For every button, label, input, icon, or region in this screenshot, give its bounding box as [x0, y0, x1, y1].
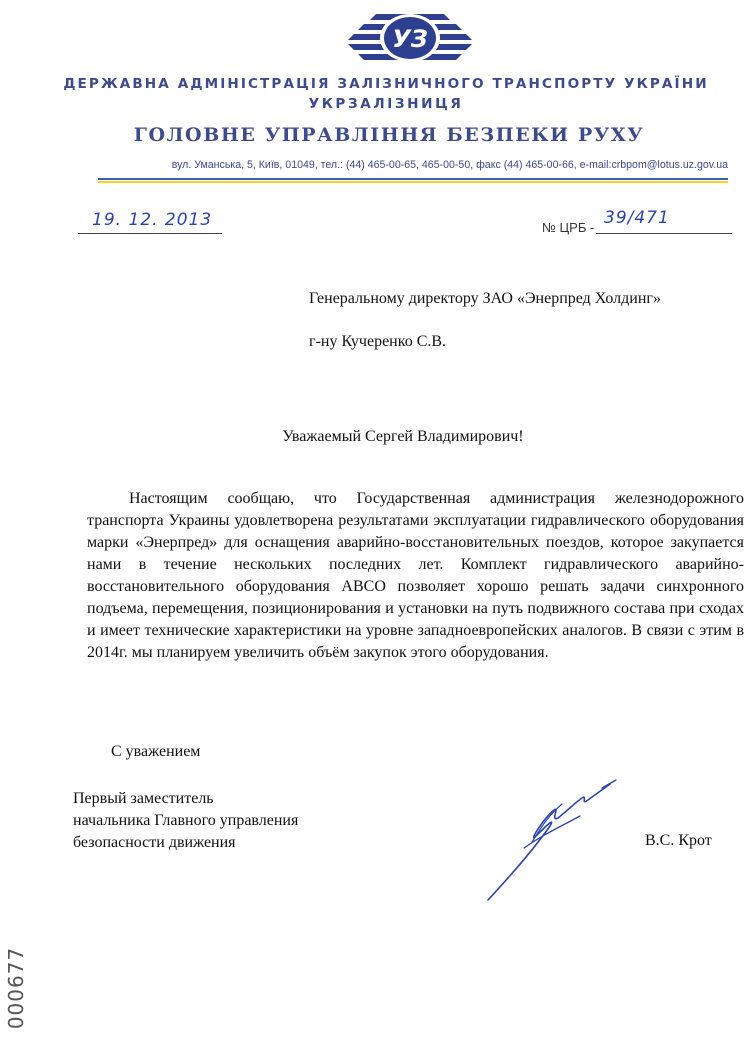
org-name-line1: ДЕРЖАВНА АДМІНІСТРАЦІЯ ЗАЛІЗНИЧНОГО ТРАНСПОРТУ УКРАЇНИ: [63, 76, 709, 92]
header-stripe-blue: [98, 178, 728, 180]
reference-underline: [596, 233, 732, 234]
addressee-title: Генеральному директору ЗАО «Энерпред Холдинг»: [309, 290, 661, 307]
letter-date: 19. 12. 2013: [92, 210, 213, 230]
signatory-title-line1: Первый заместитель: [73, 790, 214, 807]
logo-text: УЗ: [392, 25, 428, 53]
salutation: Уважаемый Сергей Владимирович!: [282, 428, 524, 445]
signatory-title-line3: безопасности движения: [73, 834, 236, 851]
signatory-title: [73, 788, 298, 854]
stamp-number: [2, 940, 30, 1036]
header-stripe-yellow: [98, 181, 728, 183]
closing-regards: С уважением: [111, 743, 201, 760]
date-underline: [78, 233, 222, 234]
letter-body: Настоящим сообщаю, что Государственная администрация железнодорожного транспорта Украины удовлетворена результатами эксплуатации гидравлического оборудования марки «Энерпред» для оснащения аварийно-восстановительных поездов, которое закупается нами в течение нескольких последних лет. Комплект гидравлического аварийно-восстановительного оборудования АВСО позволяет хорошо решать задачи синхронного подъема, перемещения, позиционирования и установки на путь подвижного состава при сходах и имеет технические характеристики на уровне западноевропейских аналогов. В связи с этим в 2014г. мы планируем увеличить объём закупок этого оборудования.: [87, 490, 744, 661]
department-name: ГОЛОВНЕ УПРАВЛІННЯ БЕЗПЕКИ РУХУ: [133, 124, 645, 146]
reference-label: № ЦРБ -: [542, 220, 595, 235]
org-address: вул. Уманська, 5, Київ, 01049, тел.: (44) 465-00-65, 465-00-50, факс (44) 465-00-66, e-mail:crbpom@lotus.uz.gov.ua: [171, 159, 728, 171]
signatory-name: В.С. Крот: [645, 832, 712, 849]
handwritten-signature: [484, 776, 624, 904]
addressee-name: г-ну Кучеренко С.В.: [309, 333, 447, 350]
uz-logo: [346, 10, 474, 70]
reference-number: 39/471: [604, 208, 670, 228]
stamp-number-text: 000677: [4, 946, 28, 1030]
org-name-line2: УКРЗАЛІЗНИЦЯ: [308, 96, 464, 112]
signatory-title-line2: начальника Главного управления: [73, 812, 299, 829]
